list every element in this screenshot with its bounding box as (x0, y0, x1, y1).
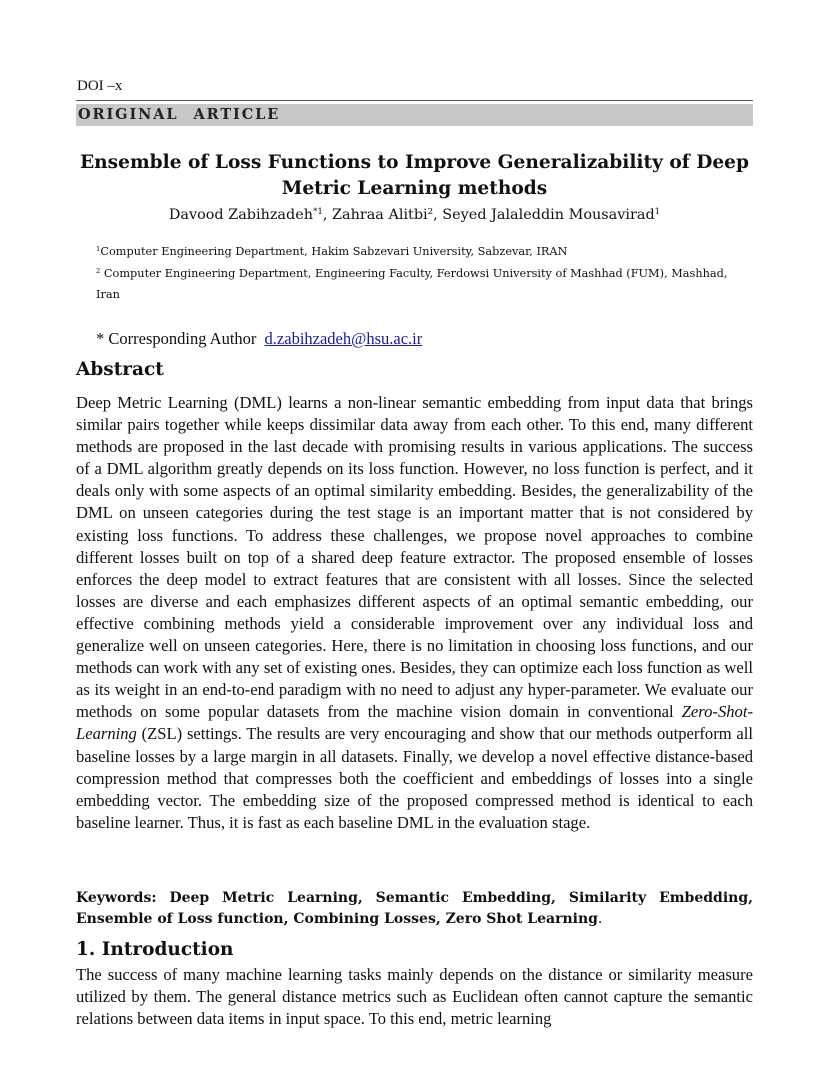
author-name: Zahraa Alitbi (331, 207, 428, 223)
keywords-end: . (597, 911, 603, 927)
introduction-text: The success of many machine learning tasks mainly depends on the distance or similarity measure utilized by them. The general distance metrics such as Euclidean often cannot capture the semantic relations between data items in input space. To this end, metric learning (76, 965, 753, 1029)
author-mark: 2 (427, 206, 434, 217)
corresponding-author (96, 329, 422, 349)
author-name: Seyed Jalaleddin Mousavirad (442, 207, 655, 223)
author-list (76, 207, 753, 223)
paper-title: Ensemble of Loss Functions to Improve Generalizability of Deep Metric Learning methods (79, 152, 750, 199)
abstract-text-part: Deep Metric Learning (DML) learns a non-linear semantic embedding from input data that brings similar pairs together while keeps dissimilar data away from each other. To this end, many different methods are proposed in the last decade with promising results in various applications. The success of a DML algorithm greatly depends on its loss function. However, no loss function is perfect, and it deals only with some aspects of an optimal similarity embedding. Besides, the generalizability of the DML on unseen categories during the test stage is an important matter that is not considered by existing loss functions. To address these challenges, we propose novel approaches to combine different losses built on top of a shared deep feature extractor. The proposed ensemble of losses enforces the deep model to extract features that are consistent with all losses. Since the selected losses are diverse and each emphasizes different aspects of an optimal semantic embedding, our effective combining methods yield a considerable improvement over any individual loss and generalize well on unseen categories. Here, there is no limitation in choosing loss functions, and our methods can work with any set of existing ones. Besides, they can optimize each loss function as well as its weight in an end-to-end paradigm with no need to adjust any hyper-parameter. We evaluate our methods on some popular datasets from the machine vision domain in conventional (76, 393, 753, 722)
abstract-text (76, 392, 753, 834)
author-mark: 1 (654, 206, 661, 217)
author-separator: , (433, 207, 443, 223)
affiliation-1 (96, 241, 736, 262)
keywords-label: Keywords: (76, 890, 157, 906)
abstract-heading: Abstract (76, 359, 164, 380)
article-type-label: ORIGINAL ARTICLE (78, 106, 281, 123)
author-mark: *1 (313, 206, 323, 217)
author-name: Davood Zabihzadeh (168, 207, 314, 223)
affiliation-mark: 1 (96, 244, 101, 253)
author-separator: , (322, 207, 332, 223)
keywords (76, 888, 753, 930)
header-rule (76, 100, 753, 101)
doi-label: DOI –x (77, 78, 123, 94)
affiliation-text: Computer Engineering Department, Engineering Faculty, Ferdowsi University of Mashhad (FUM), Mashhad, Iran (96, 267, 728, 301)
article-type-bar (76, 104, 753, 126)
affiliation-2 (96, 263, 736, 305)
introduction-heading: 1. Introduction (76, 939, 234, 960)
abstract-text-part: (ZSL) settings. The results are very encouraging and show that our methods outperform all baseline losses by a large margin in all datasets. Finally, we develop a novel effective distance-based compression method that compresses both the coefficient and embeddings of losses into a single embedding vector. The embedding size of the proposed compressed method is identical to each baseline learner. Thus, it is fast as each baseline DML in the evaluation stage. (76, 724, 753, 832)
abstract-italic-term: Zero-Shot-Learning (76, 702, 753, 744)
affiliation-text: Computer Engineering Department, Hakim Sabzevari University, Sabzevar, IRAN (100, 245, 568, 258)
keywords-list: Deep Metric Learning, Semantic Embedding, Similarity Embedding, Ensemble of Loss function, Combining Losses, Zero Shot Learning (76, 890, 753, 927)
corresponding-label: * Corresponding Author (96, 329, 257, 348)
affiliation-mark: 2 (96, 266, 101, 275)
corresponding-email-link[interactable]: d.zabihzadeh@hsu.ac.ir (264, 329, 423, 348)
